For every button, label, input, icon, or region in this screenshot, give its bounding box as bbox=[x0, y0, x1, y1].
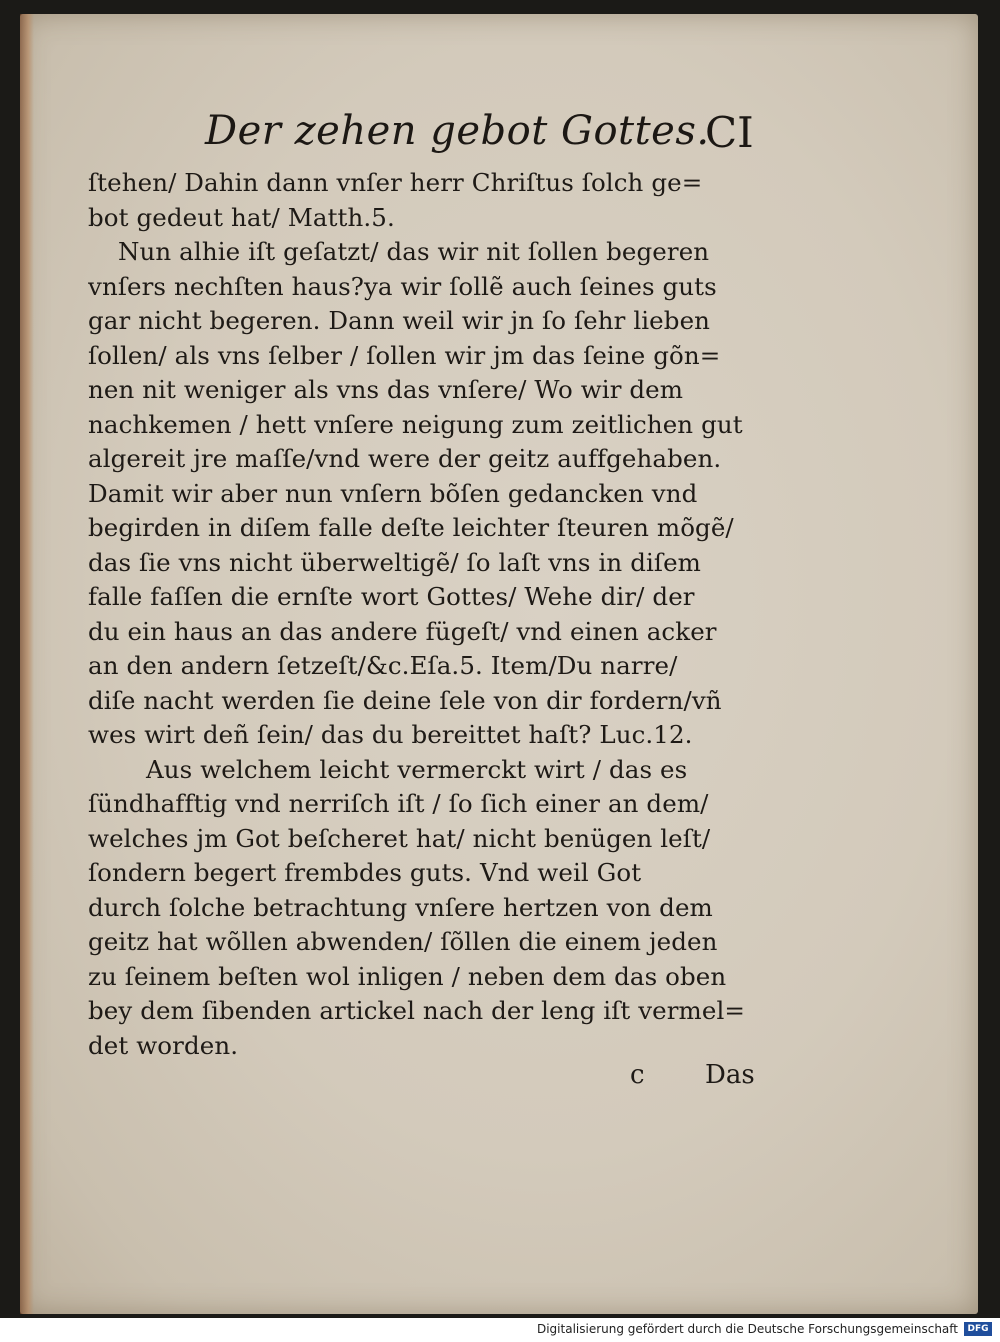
text-line: an den andern ſetzeſt/&c.Eſa.5. Item/Du narre/ bbox=[88, 651, 678, 680]
funding-credit: Digitalisierung gefördert durch die Deutsche Forschungsgemeinschaft bbox=[536, 1322, 958, 1336]
text-line: algereit jre maſſe/vnd were der geitz auffgehaben. bbox=[88, 444, 722, 473]
text-line: Aus welchem leicht vermerckt wirt / das es bbox=[146, 754, 688, 784]
text-line: geitz hat wõllen abwenden/ ſõllen die einem jeden bbox=[88, 927, 718, 956]
text-line: ſollen/ als vns ſelber / ſollen wir jm das ſeine gõn= bbox=[88, 340, 721, 370]
text-line: bot gedeut hat/ Matth.5. bbox=[88, 202, 395, 232]
text-line: welches jm Got beſcheret hat/ nicht benügen leſt/ bbox=[88, 823, 711, 853]
page-header bbox=[0, 108, 1000, 168]
text-line: wes wirt deñ ſein/ das du bereittet haſt? Luc.12. bbox=[88, 720, 693, 749]
signature-mark: c bbox=[630, 1060, 645, 1090]
text-line: falle faſſen die ernſte wort Gottes/ Wehe dir/ der bbox=[88, 582, 695, 611]
text-line: begirden in diſem falle deſte leichter ſteuren mõgẽ/ bbox=[88, 513, 734, 542]
text-line: Damit wir aber nun vnſern bõſen gedancken vnd bbox=[88, 478, 698, 508]
text-line: das ſie vns nicht überweltigẽ/ ſo laſt vns in diſem bbox=[88, 547, 702, 577]
text-line: ſündhafftig vnd nerriſch iſt / ſo ſich einer an dem/ bbox=[88, 789, 709, 818]
text-line: det worden. bbox=[88, 1030, 239, 1060]
text-line: nen nit weniger als vns das vnſere/ Wo wir dem bbox=[88, 375, 684, 404]
catchword: Das bbox=[705, 1060, 755, 1090]
text-line: ſondern begert frembdes guts. Vnd weil Got bbox=[88, 858, 642, 887]
text-line: du ein haus an das andere fügeſt/ vnd einen acker bbox=[88, 616, 717, 646]
body-text bbox=[88, 166, 778, 1063]
text-line: Nun alhie iſt geſatzt/ das wir nit ſollen begeren bbox=[118, 237, 710, 266]
text-line: durch ſolche betrachtung vnſere hertzen von dem bbox=[88, 892, 713, 922]
text-line: diſe nacht werden ſie deine ſele von dir fordern/vñ bbox=[88, 685, 722, 715]
text-line: gar nicht begeren. Dann weil wir jn ſo ſehr lieben bbox=[88, 306, 711, 335]
digitization-footer bbox=[0, 1318, 1000, 1342]
page-spine-edge bbox=[20, 14, 34, 1314]
folio-number: CI bbox=[705, 108, 754, 157]
text-line: bey dem ſibenden artickel nach der leng iſt vermel= bbox=[88, 996, 746, 1025]
text-line: ſtehen/ Dahin dann vnſer herr Chriſtus ſolch ge= bbox=[88, 168, 703, 197]
dfg-logo: DFG bbox=[964, 1322, 992, 1336]
text-line: nachkemen / hett vnſere neigung zum zeitlichen gut bbox=[88, 409, 743, 439]
text-line: vnſers nechſten haus?ya wir ſollẽ auch ſeines guts bbox=[88, 271, 717, 301]
text-line: zu ſeinem beſten wol inligen / neben dem das oben bbox=[88, 961, 727, 991]
running-title: Der zehen gebot Gottes. bbox=[205, 108, 710, 154]
